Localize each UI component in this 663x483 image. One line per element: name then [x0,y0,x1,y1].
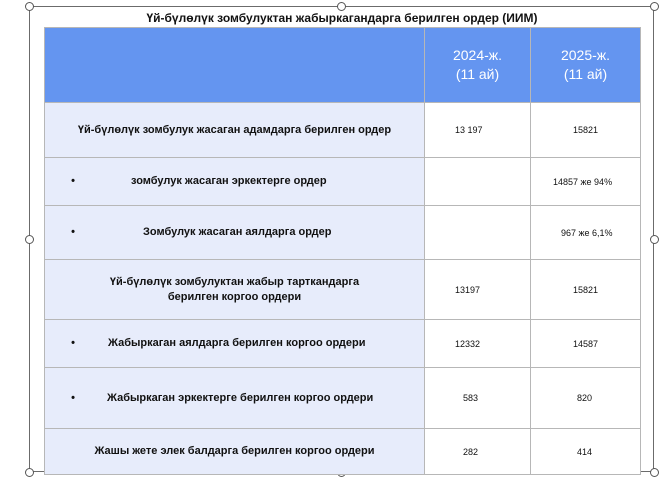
resize-handle-bottom-right[interactable] [650,468,659,477]
header-2025-year: 2025-ж. [560,47,611,63]
value-2024: 13197 [425,260,531,320]
value-2024 [425,158,531,206]
value-2025: 820 [531,368,641,429]
resize-handle-middle-right[interactable] [650,235,659,244]
bullet-icon: • [71,175,75,187]
value-2025: 14587 [531,320,641,368]
row-label: Зомбулук жасаган аялдарга ордер [143,226,332,238]
header-2025 [531,28,641,103]
resize-handle-top-left[interactable] [25,2,34,11]
row-label: Үй-бүлөлүк зомбулук жасаган адамдарга берилген ордер [45,103,425,158]
header-2024-period: (11 ай) [455,66,500,82]
resize-handle-middle-left[interactable] [25,235,34,244]
table-row [45,320,641,368]
table-row [45,103,641,158]
value-2025: 14857 же 94% [531,158,641,206]
bullet-icon: • [71,391,75,404]
value-2025: 967 же 6,1% [531,206,641,260]
value-2024: 12332 [425,320,531,368]
header-2025-period: (11 ай) [563,66,608,82]
row-label-cell [45,206,425,260]
value-2024: 583 [425,368,531,429]
row-label: Жабыркаган аялдарга берилген коргоо ордери [108,337,366,349]
row-label-cell [45,320,425,368]
table-row [45,206,641,260]
header-2024-year: 2024-ж. [452,47,503,63]
row-label-cell [45,158,425,206]
value-2024: 13 197 [425,103,531,158]
row-label-cell [45,368,425,429]
table-row [45,158,641,206]
bullet-icon: • [71,337,75,349]
header-2024 [425,28,531,103]
resize-handle-top-center[interactable] [337,2,346,11]
row-label: Үй-бүлөлүк зомбулуктан жабыр тарткандарга берилген коргоо ордери [45,260,425,320]
value-2025: 15821 [531,103,641,158]
table-title: Үй-бүлөлүк зомбулуктан жабыркагандарга берилген ордер (ИИМ) [146,11,538,25]
table-row [45,429,641,475]
value-2025: 414 [531,429,641,475]
resize-handle-top-right[interactable] [650,2,659,11]
table-row [45,260,641,320]
resize-handle-bottom-left[interactable] [25,468,34,477]
value-2025: 15821 [531,260,641,320]
row-label: Жабыркаган эркектерге берилген коргоо ордери [107,391,374,404]
row-label: зомбулук жасаган эркектерге ордер [131,175,327,187]
order-table [44,27,641,475]
header-label-cell [45,28,425,103]
bullet-icon: • [71,226,75,238]
table-row [45,368,641,429]
table-header-row [45,28,641,103]
value-2024: 282 [425,429,531,475]
row-label: Жашы жете элек балдарга берилген коргоо ордери [45,429,425,475]
value-2024 [425,206,531,260]
